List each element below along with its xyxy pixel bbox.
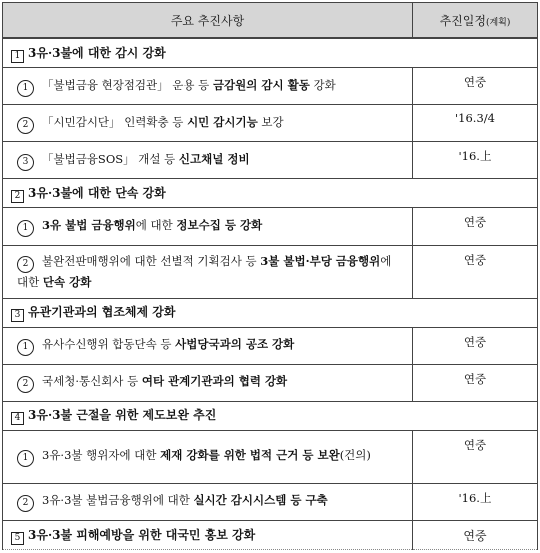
- task-row: [3, 68, 538, 105]
- section-title: [3, 179, 538, 208]
- task-text: [3, 245, 413, 298]
- section-title: [3, 521, 413, 550]
- task-schedule: 연중: [413, 327, 538, 364]
- task-text-bold: 여타 관계기관과의 협력 강화: [141, 374, 288, 389]
- task-text-pre: 「불법금융SOS」 개설 등: [42, 151, 179, 166]
- task-text: [3, 68, 413, 105]
- task-text-post: 강화: [309, 77, 336, 92]
- task-schedule: 연중: [413, 245, 538, 298]
- task-number: 2: [17, 376, 34, 393]
- task-text-pre: 3유·3불 불법금융행위에 대한: [42, 493, 194, 508]
- task-number: 2: [17, 495, 34, 512]
- task-text-bold: 3유 불법 금융행위: [42, 217, 136, 232]
- task-schedule: '16.3/4: [413, 105, 538, 142]
- plan-table: [2, 2, 538, 550]
- task-text: [3, 483, 413, 520]
- task-text-pre: 「시민감시단」 인력확충 등: [42, 114, 188, 129]
- section-title-text: 3유·3불에 대한 감시 강화: [28, 45, 166, 60]
- task-text-pre: 불완전판매행위에 대한 선별적 기획검사 등: [42, 253, 261, 268]
- task-text-bold: 단속 강화: [42, 274, 92, 289]
- section-title-text: 유관기관과의 협조체제 강화: [28, 305, 176, 320]
- task-schedule: 연중: [413, 208, 538, 245]
- task-text-bold: 3불 불법·부당 금융행위: [260, 253, 381, 268]
- task-row: [3, 364, 538, 401]
- section-title: [3, 38, 538, 68]
- task-text-post: 에 대한: [17, 253, 392, 289]
- task-row: [3, 245, 538, 298]
- task-text-post: (건의): [339, 448, 371, 463]
- section-number: 1: [11, 50, 24, 63]
- task-row: [3, 142, 538, 179]
- task-text-pre: 국세청·통신회사 등: [42, 374, 142, 389]
- task-row: [3, 208, 538, 245]
- task-schedule: '16.上: [413, 483, 538, 520]
- section-title: [3, 401, 538, 430]
- header-schedule: [413, 3, 538, 39]
- section-row: [3, 401, 538, 430]
- section-number: 5: [11, 532, 24, 545]
- section-number: 2: [11, 190, 24, 203]
- task-text: [3, 208, 413, 245]
- task-text-bold: 정보수집 등 강화: [176, 217, 263, 232]
- section-title-text: 3유·3불에 대한 단속 강화: [28, 185, 166, 200]
- task-text-bold: 실시간 감시시스템 등 구축: [193, 493, 328, 508]
- section-row: [3, 38, 538, 68]
- task-number: 2: [17, 256, 34, 273]
- section-title-text: 3유·3불 근절을 위한 제도보완 추진: [28, 408, 217, 423]
- task-text-bold: 신고채널 정비: [178, 151, 250, 166]
- task-schedule: '16.上: [413, 142, 538, 179]
- section-number: 3: [11, 309, 24, 322]
- header-row: [3, 3, 538, 39]
- task-row: [3, 430, 538, 483]
- task-text: [3, 327, 413, 364]
- section-title-text: 3유·3불 피해예방을 위한 대국민 홍보 강화: [28, 527, 256, 542]
- task-text-bold: 금감원의 감시 활동: [212, 77, 310, 92]
- task-text-post: 에 대한: [135, 217, 177, 232]
- task-text: [3, 364, 413, 401]
- task-number: 1: [17, 339, 34, 356]
- task-schedule: 연중: [413, 521, 538, 550]
- task-text-bold: 시민 감시기능: [187, 114, 258, 129]
- task-text-pre: 3유·3불 행위자에 대한: [42, 448, 161, 463]
- section-number: 4: [11, 412, 24, 425]
- section-title: [3, 298, 538, 327]
- task-number: 1: [17, 450, 34, 467]
- task-row: [3, 105, 538, 142]
- task-text: [3, 142, 413, 179]
- task-text-bold: 제재 강화를 위한 법적 근거 등 보완: [160, 448, 340, 463]
- task-text-bold: 사법당국과의 공조 강화: [175, 337, 295, 352]
- section-row: [3, 521, 538, 550]
- task-schedule: 연중: [413, 430, 538, 483]
- task-schedule: 연중: [413, 68, 538, 105]
- task-schedule: 연중: [413, 364, 538, 401]
- task-number: 1: [17, 80, 34, 97]
- header-schedule-label: 추진일정: [439, 13, 486, 28]
- task-text-pre: 「불법금융 현장점검관」 운용 등: [42, 77, 213, 92]
- task-row: [3, 327, 538, 364]
- task-text-pre: 유사수신행위 합동단속 등: [42, 337, 176, 352]
- section-row: [3, 179, 538, 208]
- header-schedule-note: (계획): [485, 17, 511, 28]
- task-text: [3, 105, 413, 142]
- task-text: [3, 430, 413, 483]
- task-number: 1: [17, 220, 34, 237]
- task-text-post: 보강: [257, 114, 284, 129]
- task-row: [3, 483, 538, 520]
- header-main-tasks: 주요 추진사항: [3, 3, 413, 39]
- section-row: [3, 298, 538, 327]
- task-number: 2: [17, 117, 34, 134]
- task-number: 3: [17, 154, 34, 171]
